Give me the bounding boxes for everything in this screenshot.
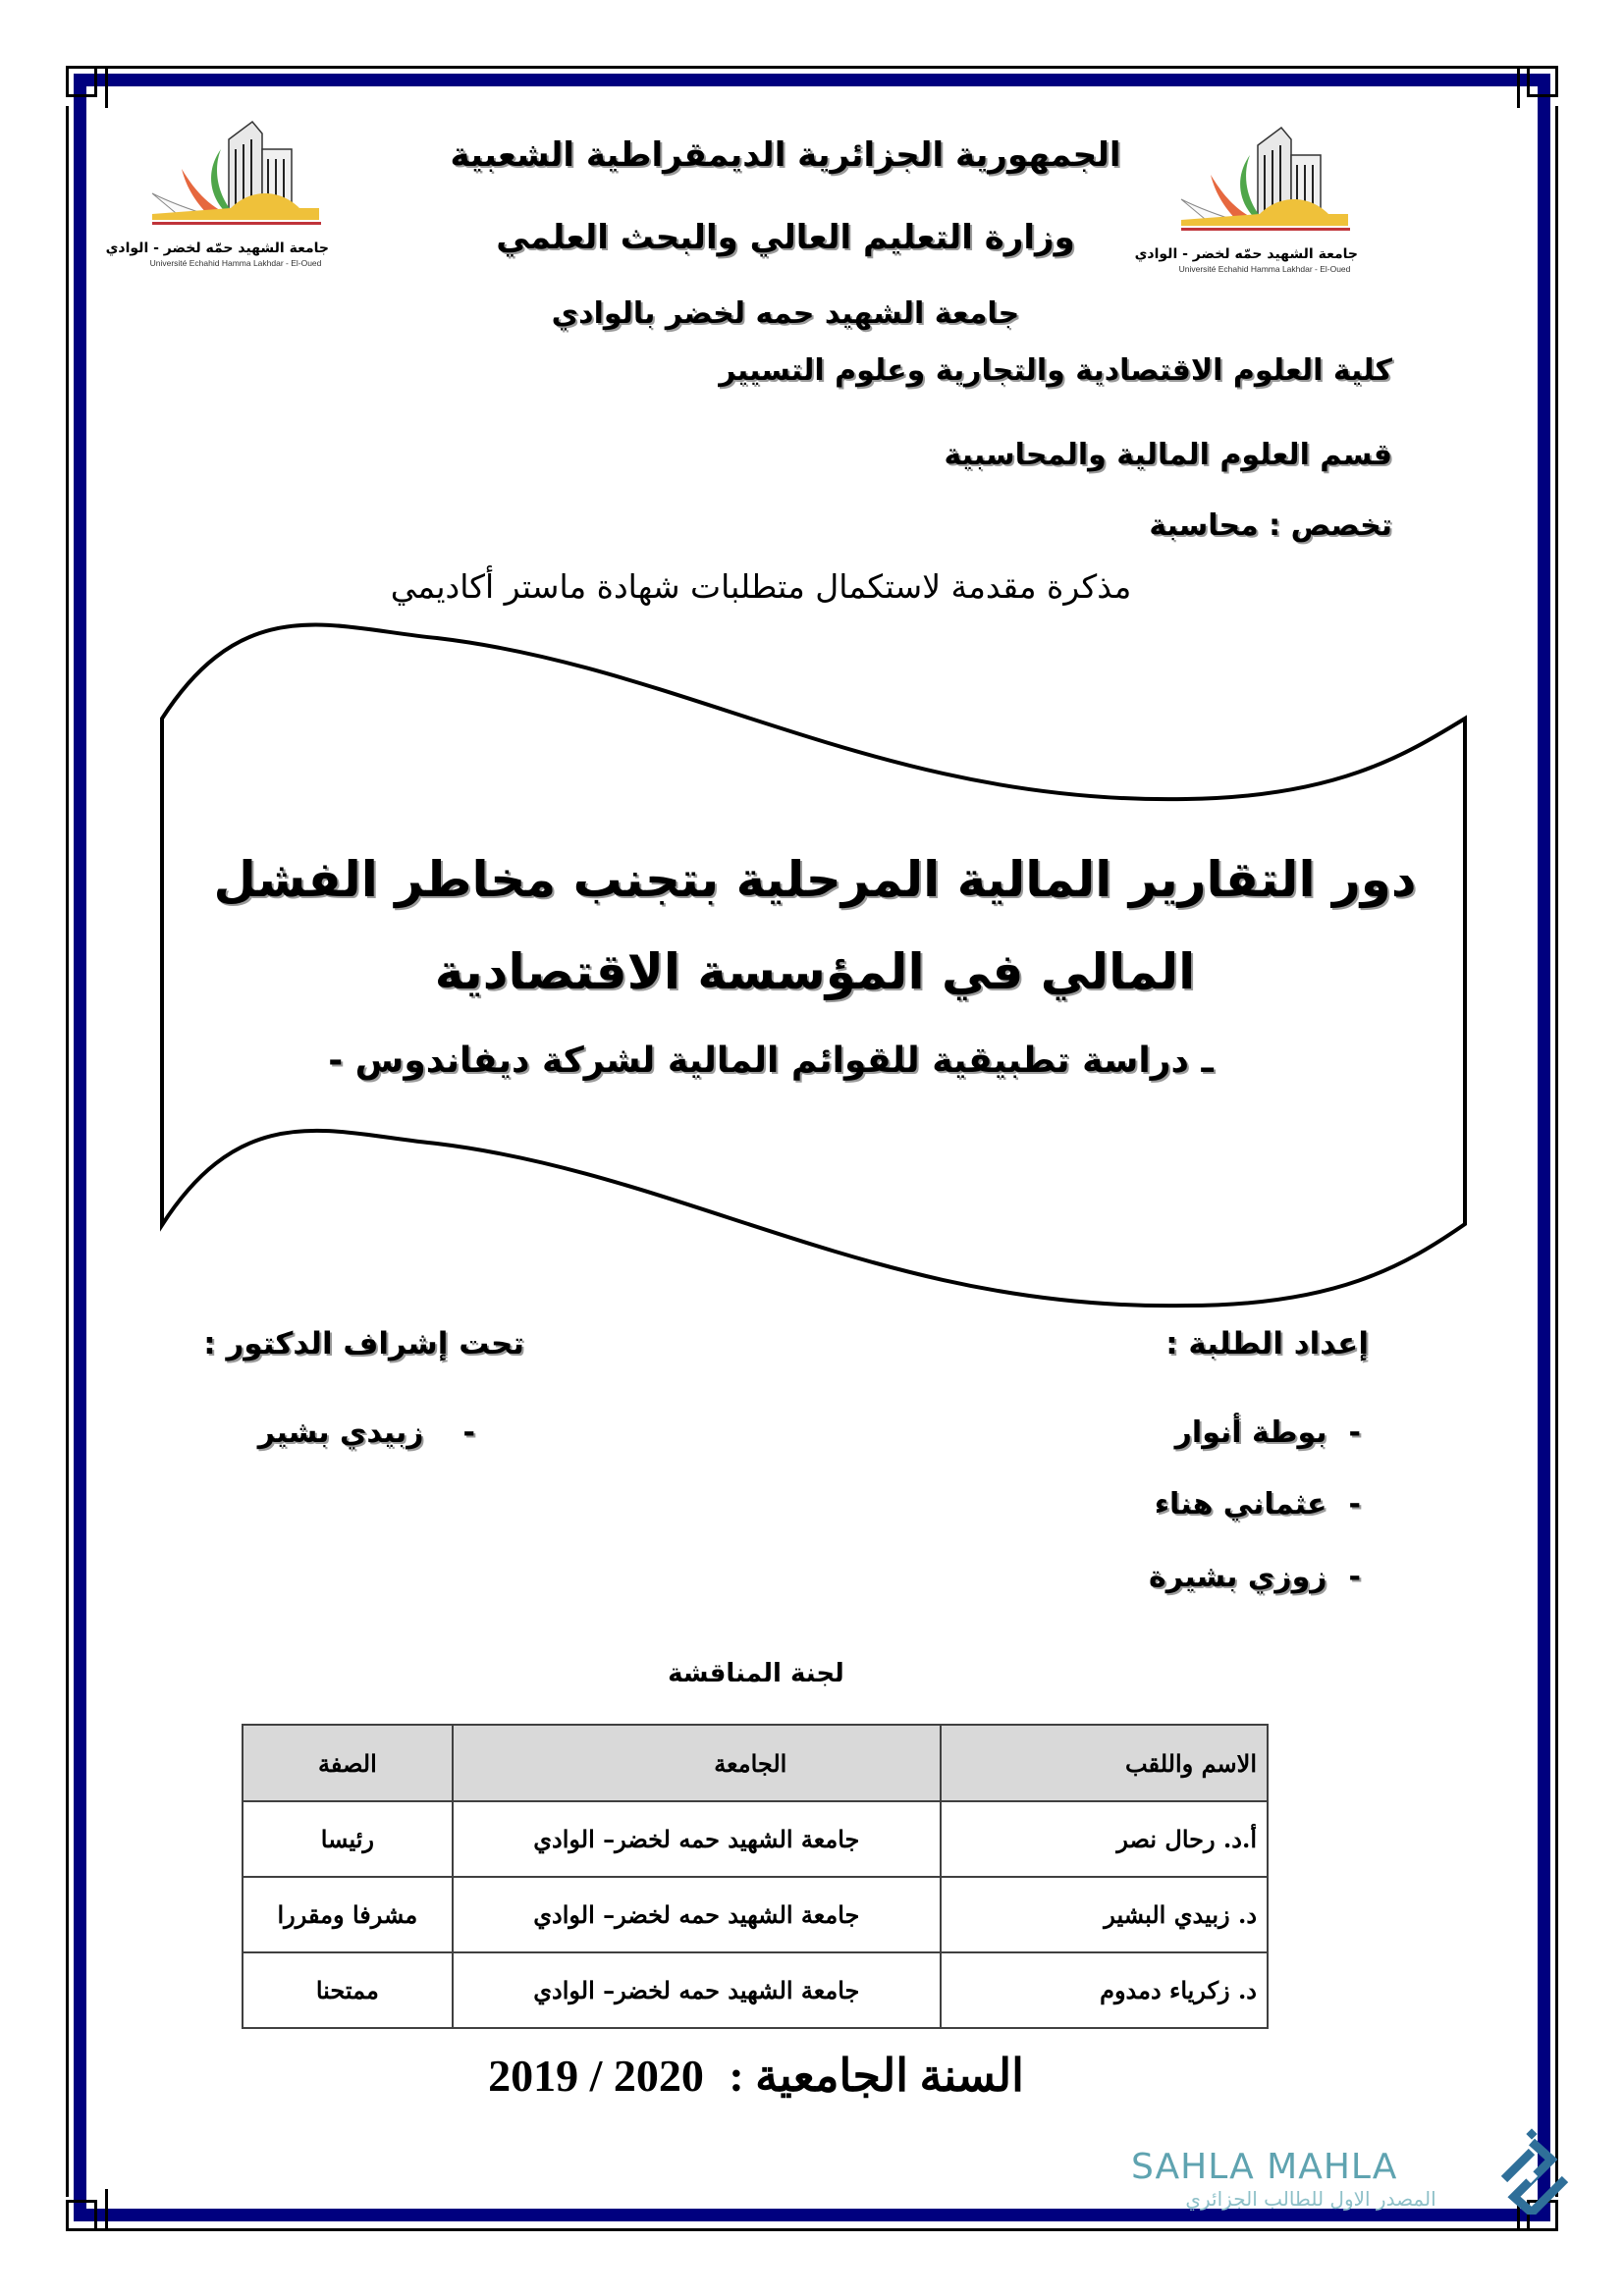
member-university: جامعة الشهيد حمه لخضر– الوادي [453, 1952, 941, 2028]
member-name: أ.د. رحال نصر [941, 1801, 1268, 1877]
member-role: مشرفا ومقررا [243, 1877, 453, 1952]
logo-name-fr: Université Echahid Hamma Lakhdar - El-Oued [1178, 264, 1351, 274]
column-header-name: الاسم واللقب [941, 1725, 1268, 1801]
sahla-mahla-logo-icon [1492, 2128, 1573, 2215]
student-name: زوزي بشيرة [1149, 1560, 1327, 1594]
member-university: جامعة الشهيد حمه لخضر– الوادي [453, 1801, 941, 1877]
bullet-dash: - [1348, 1415, 1361, 1450]
member-role: رئيسا [243, 1801, 453, 1877]
committee-title: لجنة المناقشة [668, 1659, 844, 1688]
logo-name-ar: جامعة الشهيد حمّه لخضر - الوادي [105, 240, 329, 256]
republic-heading: الجمهورية الجزائرية الديمقراطية الشعبية [450, 135, 1121, 175]
member-role: ممتحنا [243, 1952, 453, 2028]
university-heading: جامعة الشهيد حمه لخضر بالوادي [551, 296, 1020, 331]
column-header-university: الجامعة [453, 1725, 941, 1801]
watermark-tagline: المصدر الاول للطالب الجزائري [1185, 2187, 1436, 2211]
student-item [1149, 1560, 1361, 1595]
memo-line: مذكرة مقدمة لاستكمال متطلبات شهادة ماستر أكاديمي [390, 567, 1132, 606]
supervisor-label: تحت إشراف الدكتور : [203, 1326, 524, 1362]
bullet-dash: - [1348, 1560, 1361, 1594]
table-row [243, 1877, 1268, 1952]
member-university: جامعة الشهيد حمه لخضر– الوادي [453, 1877, 941, 1952]
thesis-title-line-1: دور التقارير المالية المرحلية بتجنب مخاطر الفشل [213, 851, 1417, 908]
student-name: عثماني هناء [1154, 1487, 1327, 1522]
ministry-heading: وزارة التعليم العالي والبحث العلمي [496, 218, 1075, 257]
logo-name-fr: Université Echahid Hamma Lakhdar - El-Oued [149, 258, 322, 268]
table-row [243, 1801, 1268, 1877]
committee-table [242, 1724, 1269, 2029]
thesis-subtitle: ـ دراسة تطبيقية للقوائم المالية لشركة ديفاندوس - [328, 1041, 1214, 1081]
thesis-title-line-2: المالي في المؤسسة الاقتصادية [434, 943, 1196, 1000]
table-row [243, 1952, 1268, 2028]
student-name: بوطة أنوار [1174, 1415, 1327, 1450]
member-name: د. زبيدي البشير [941, 1877, 1268, 1952]
faculty-line: كلية العلوم الاقتصادية والتجارية وعلوم التسيير [719, 353, 1392, 388]
academic-year-value: 2019 / 2020 [488, 2051, 704, 2101]
department-line: قسم العلوم المالية والمحاسبية [944, 438, 1392, 472]
bullet-dash: - [462, 1415, 475, 1450]
students-label: إعداد الطلبة : [1165, 1326, 1369, 1362]
student-item [1155, 1487, 1361, 1522]
table-header-row [243, 1725, 1268, 1801]
member-name: د. زكرياء دمدوم [941, 1952, 1268, 2028]
student-item [1175, 1415, 1361, 1451]
column-header-role: الصفة [243, 1725, 453, 1801]
logo-name-ar: جامعة الشهيد حمّه لخضر - الوادي [1134, 246, 1358, 262]
specialization-line: تخصص : محاسبة [1149, 508, 1392, 543]
watermark-brand: SAHLA MAHLA [1131, 2147, 1398, 2187]
supervisor-item [258, 1415, 475, 1451]
supervisor-name: زبيدي بشير [257, 1415, 424, 1450]
academic-year [452, 2050, 1060, 2103]
bullet-dash: - [1348, 1487, 1361, 1522]
academic-year-label: السنة الجامعية : [729, 2051, 1024, 2101]
